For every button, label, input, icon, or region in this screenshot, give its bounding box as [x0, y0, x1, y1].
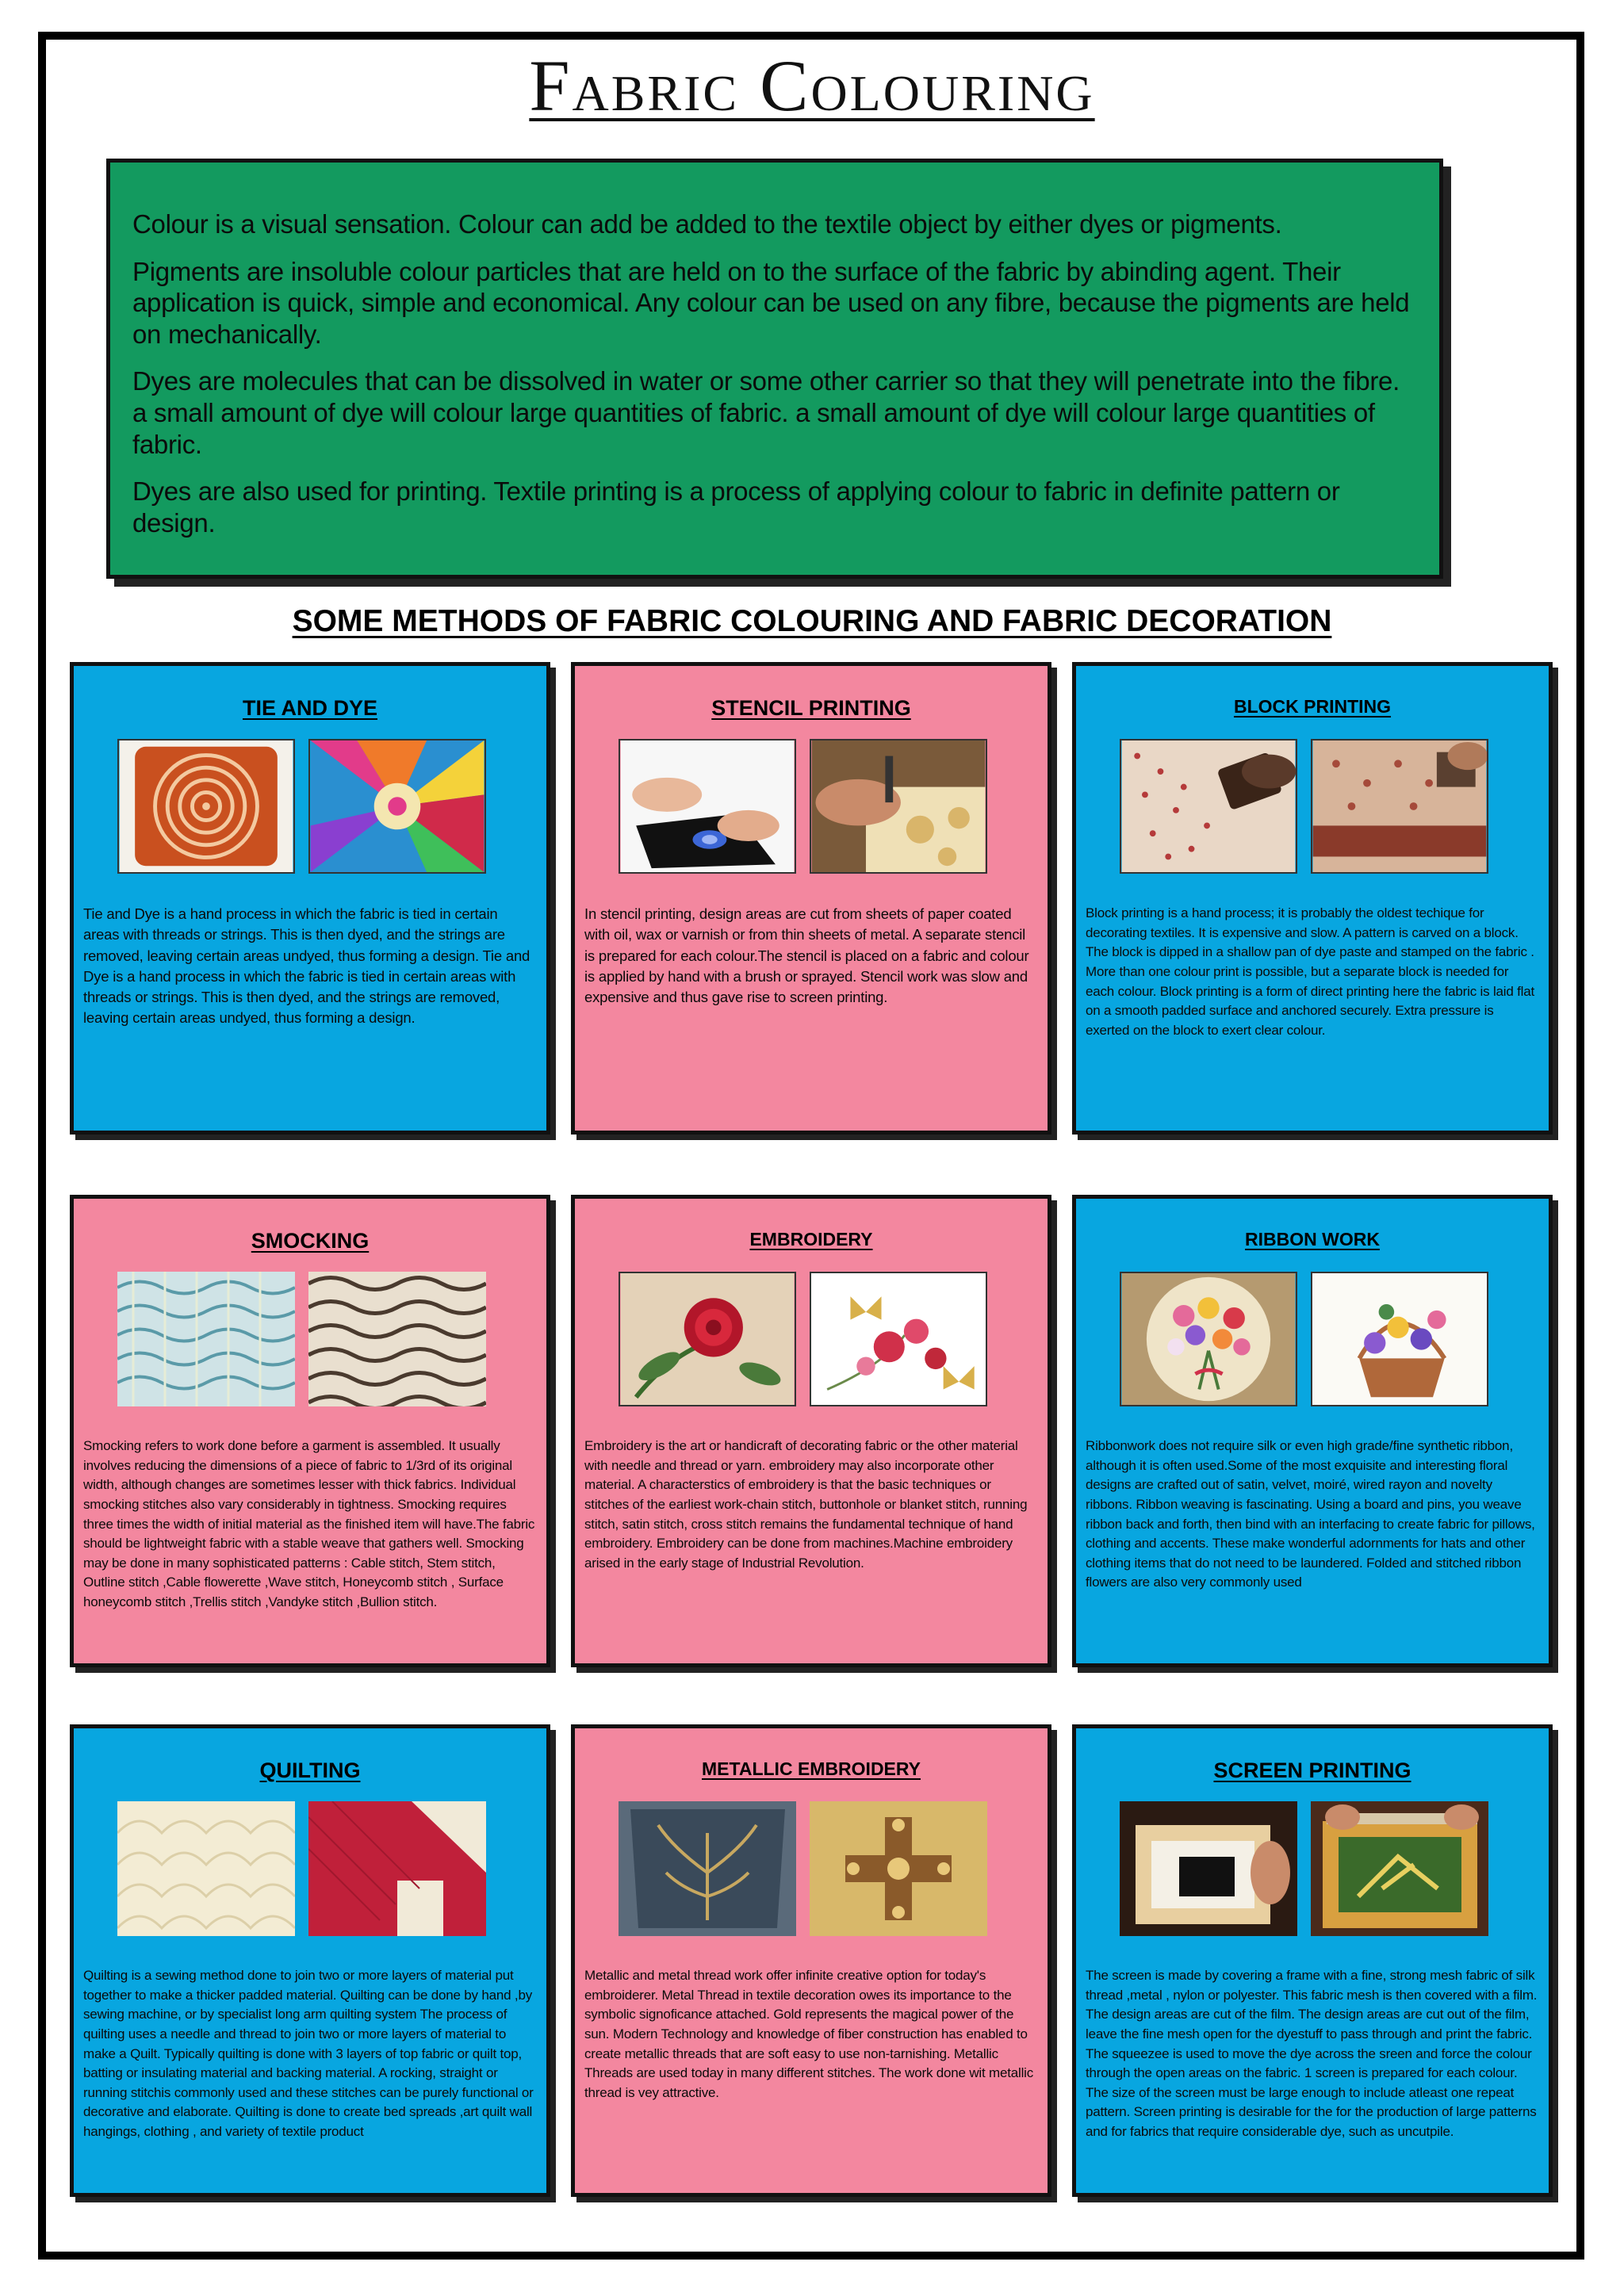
card-ribbon-work [1072, 1195, 1553, 1667]
intro-paragraph-3: Dyes are molecules that can be dissolved in water or some other carrier so that they will penetrate into the fibre. a small amount of dye will colour large quantities of fabric. a small amount of dye will colour large quantities of fabric. [132, 366, 1400, 459]
smocking-brown-image [308, 1272, 486, 1406]
intro-box [106, 159, 1443, 579]
card-title: EMBROIDERY [749, 1229, 873, 1249]
card-block-printing [1072, 662, 1553, 1135]
card-description: Tie and Dye is a hand process in which the fabric is tied in certain areas with threads or strings. This is then dyed, and the strings are removed, leaving certain areas undyed, thus forming a design. Tie and Dye is a hand process in which the fabric is tied in certain areas with threads or strings. This is then dyed, and the strings are removed, leaving certain areas undyed, thus forming a design. [83, 905, 530, 1027]
intro-paragraph-1: Colour is a visual sensation. Colour can add be added to the textile object by either dyes or pigments. [132, 209, 1282, 239]
screen-frame-image [1120, 1801, 1297, 1936]
card-title: METALLIC EMBROIDERY [702, 1758, 921, 1779]
card-title: RIBBON WORK [1245, 1229, 1380, 1249]
stencil-hands-image [619, 739, 796, 874]
embroidery-butterfly-image [810, 1272, 987, 1406]
card-description: Block printing is a hand process; it is probably the oldest techique for decorating textiles. It is expensive and slow. A pattern is carved on a block. The block is dipped in a shallow pan of dye paste and stamped on the fabric . More than one colour print is possible, but a separate block is needed for each colour. Block printing is a form of direct printing here the fabric is laid flat on a smooth padded surface and anchored securely. Extra pressure is exerted on the block to exert clear colour. [1086, 905, 1535, 1038]
card-quilting [70, 1724, 550, 2197]
card-title: SMOCKING [251, 1229, 370, 1253]
card-title: STENCIL PRINTING [711, 696, 911, 720]
card-embroidery [571, 1195, 1051, 1667]
tie-dye-cushion-image [117, 739, 295, 874]
quilting-red-image [308, 1801, 486, 1936]
screen-squeegee-image [1311, 1801, 1488, 1936]
card-description: Quilting is a sewing method done to join two or more layers of material put together to make a thicker padded material. Quilting can be done by hand ,by sewing machine, or by specialist long arm quilting system The process of quilting uses a needle and thread to join two or more layers of material to make a Quilt. Typically quilting is done with 3 layers of top fabric or quilt top, batting or insulating material and backing material. A rocking, straight or running stitchis commonly used and these stitches can be purely functional or decorative and elaborate. Quilting is done to create bed spreads ,art quilt wall hangings, clothing , and variety of textile product [83, 1968, 534, 2140]
ribbon-basket-image [1311, 1272, 1488, 1406]
metallic-cross-image [810, 1801, 987, 1936]
card-title: TIE AND DYE [242, 696, 377, 720]
card-title: QUILTING [259, 1758, 361, 1782]
block-stamp-image [1120, 739, 1297, 874]
tie-dye-spiral-image [308, 739, 486, 874]
ribbon-bouquet-image [1120, 1272, 1297, 1406]
card-smocking [70, 1195, 550, 1667]
intro-paragraph-2: Pigments are insoluble colour particles that are held on to the surface of the fabric by abinding agent. Their application is quick, simple and economical. Any colour can be used on any fibre, because the pigments are held on mechanically. [132, 256, 1410, 349]
stencil-brush-image [810, 739, 987, 874]
card-description: Smocking refers to work done before a garment is assembled. It usually involves reducing the dimensions of a piece of fabric to 1/3rd of its original width, although changes are sometimes lesser with thick fabrics. Individual smocking stitches also vary considerably in tightness. Smocking requires three times the width of initial material as the finished item will have.The fabric should be lightweight fabric with a stable weave that gathers well. Smocking may be done in many sophisticated patterns : Cable stitch, Stem stitch, Outline stitch ,Cable flowerette ,Wave stitch, Honeycomb stitch , Surface honeycomb stitch ,Trellis stitch ,Vandyke stitch ,Bullion stitch. [83, 1438, 535, 1610]
card-description: The screen is made by covering a frame with a fine, strong mesh fabric of silk thread ,metal , nylon or polyester. This fabric mesh is then covered with a film. The design areas are cut of the film. The design areas are cut out of the film, leave the fine mesh open for the dyestuff to pass through and print the fabric. The squeezee is used to move the dye across the sreen and force the colour through the open areas on the fabric. 1 screen is prepared for each colour. The size of the screen must be large enough to include atleast one repeat pattern. Screen printing is desirable for the for the production of large patterns and for fabrics that require considerable dye, such as uncutpile. [1086, 1968, 1538, 2140]
smocking-blue-image [117, 1272, 295, 1406]
card-description: Embroidery is the art or handicraft of decorating fabric or the other material with needle and thread or yarn. embroidery may also incorporate other material. A characterstics of embroidery is that the basic techniques or stitches of the earliest work-chain stitch, buttonhole or blanket stitch, running stitch, satin stitch, cross stitch remains the fundamental technique of hand embroidery. Embroidery can be done from machines.Machine embroidery arised in the early stage of Industrial Revolution. [584, 1438, 1028, 1571]
card-title: BLOCK PRINTING [1233, 696, 1392, 717]
quilting-cream-image [117, 1801, 295, 1936]
card-description: Ribbonwork does not require silk or even high grade/fine synthetic ribbon, although it is often used.Some of the most exquisite and interesting floral designs are crafted out of satin, velvet, moiré, wired rayon and novelty ribbons. Ribbon weaving is fascinating. Using a board and pins, you weave ribbon back and forth, then bind with an interfacing to create fabric for pillows, clothing and accents. These make wonderful adornments for hats and other clothing items that do not need to be laundered. Folded and stitched ribbon flowers are also very commonly used [1086, 1438, 1535, 1590]
card-description: Metallic and metal thread work offer infinite creative option for today's embroiderer. Metal Thread in textile decoration owes its importance to the symbolic signoficance attached. Gold represents the magical power of the sun. Modern Technology and knowledge of fiber construction has enabled to create metallic threads that are soft easy to use non-tarnishing. Metallic Threads are used today in many different stitches. The work done wit metallic thread is vey attractive. [584, 1968, 1034, 2100]
card-tie-and-dye [70, 662, 550, 1135]
methods-heading: SOME METHODS OF FABRIC COLOURING AND FABRIC DECORATION [292, 604, 1332, 638]
block-printing-table-image [1311, 739, 1488, 874]
intro-paragraph-4: Dyes are also used for printing. Textile printing is a process of applying colour to fabric in definite pattern or design. [132, 476, 1340, 538]
card-metallic-embroidery [571, 1724, 1051, 2197]
card-stencil-printing [571, 662, 1051, 1135]
card-description: In stencil printing, design areas are cut from sheets of paper coated with oil, wax or varnish or from thin sheets of metal. A separate stencil is prepared for each colour.The stencil is placed on a fabric and colour is applied by hand with a brush or sprayed. Stencil work was slow and expensive and thus gave rise to screen printing. [584, 905, 1029, 1006]
embroidery-rose-image [619, 1272, 796, 1406]
metallic-cuff-image [619, 1801, 796, 1936]
page-title: Fabric Colouring [529, 45, 1095, 126]
card-title: SCREEN PRINTING [1213, 1758, 1411, 1782]
card-screen-printing [1072, 1724, 1553, 2197]
